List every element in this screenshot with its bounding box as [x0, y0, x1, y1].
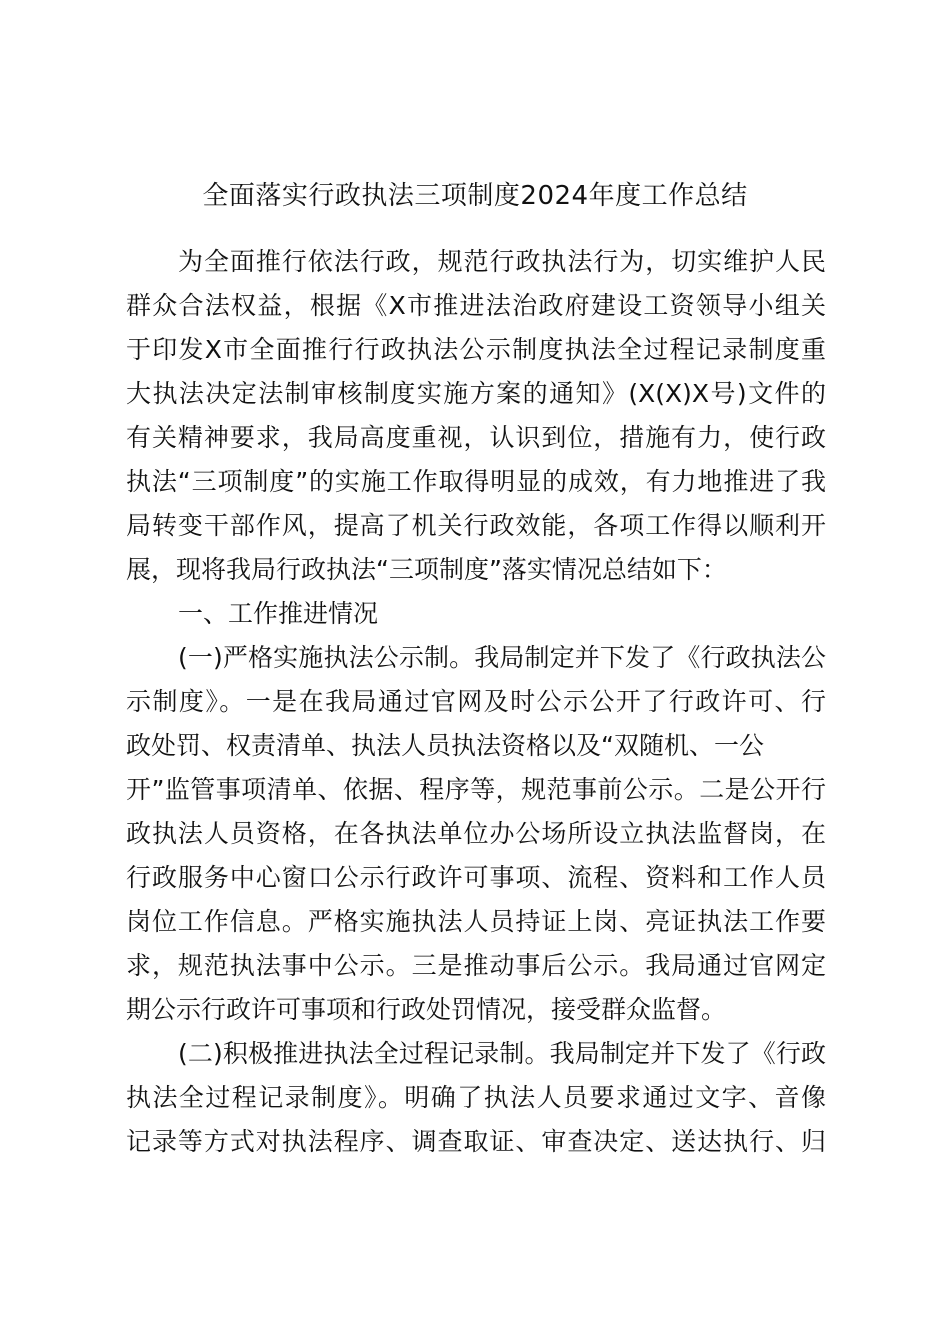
- text-line: 示制度》。一是在我局通过官网及时公示公开了行政许可、行: [126, 687, 826, 716]
- text-line: 一、工作推进情况: [178, 599, 379, 628]
- text-line: 行政服务中心窗口公示行政许可事项、流程、资料和工作人员: [126, 863, 826, 892]
- text-line: 展，现将我局行政执法“三项制度”落实情况总结如下：: [126, 555, 727, 584]
- text-line: 为全面推行依法行政，规范行政执法行为，切实维护人民: [178, 247, 826, 276]
- text-line: 政执法人员资格，在各执法单位办公场所设立执法监督岗，在: [126, 819, 826, 848]
- text-line: 于印发X市全面推行行政执法公示制度执法全过程记录制度重: [126, 335, 826, 364]
- text-line: 求，规范执法事中公示。三是推动事后公示。我局通过官网定: [126, 951, 826, 980]
- text-line: 开”监管事项清单、依据、程序等，规范事前公示。二是公开行: [126, 775, 826, 804]
- text-line: (一)严格实施执法公示制。我局制定并下发了《行政执法公: [178, 643, 826, 672]
- text-line: 记录等方式对执法程序、调查取证、审查决定、送达执行、归: [126, 1127, 826, 1156]
- document-body: [126, 240, 826, 1164]
- text-line: 期公示行政许可事项和行政处罚情况，接受群众监督。: [126, 995, 727, 1024]
- text-line: 执法“三项制度”的实施工作取得明显的成效，有力地推进了我: [126, 467, 826, 496]
- text-line: 群众合法权益，根据《X市推进法治政府建设工资领导小组关: [126, 291, 826, 320]
- text-line: 局转变干部作风，提高了机关行政效能，各项工作得以顺利开: [126, 511, 826, 540]
- text-line: 大执法决定法制审核制度实施方案的通知》(X(X)X号)文件的: [126, 379, 826, 408]
- text-line: 有关精神要求，我局高度重视，认识到位，措施有力，使行政: [126, 423, 826, 452]
- text-line: 岗位工作信息。严格实施执法人员持证上岗、亮证执法工作要: [126, 907, 826, 936]
- text-line: 政处罚、权责清单、执法人员执法资格以及“双随机、一公: [126, 731, 764, 760]
- text-line: (二)积极推进执法全过程记录制。我局制定并下发了《行政: [178, 1039, 826, 1068]
- document-title: 全面落实行政执法三项制度2024年度工作总结: [202, 181, 748, 211]
- text-line: 执法全过程记录制度》。明确了执法人员要求通过文字、音像: [126, 1083, 826, 1112]
